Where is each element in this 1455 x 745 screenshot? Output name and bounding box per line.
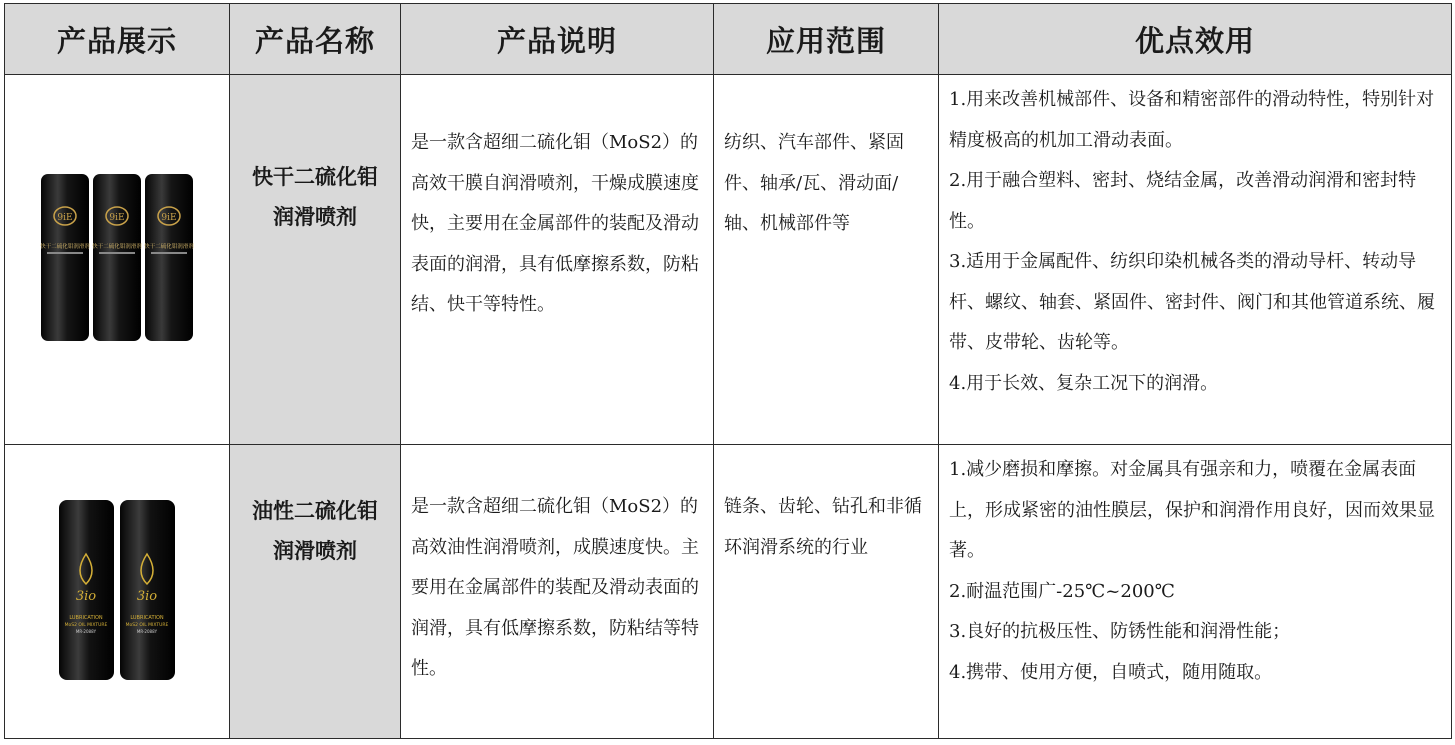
product-description: 是一款含超细二硫化钼（MoS2）的高效干膜自润滑喷剂，干燥成膜速度快，主要用在金属部件的装配及滑动表面的润滑，具有低摩擦系数，防粘结、快干等特性。 <box>411 132 699 315</box>
svg-text:快干二硫化钼润滑剂: 快干二硫化钼润滑剂 <box>40 244 90 250</box>
svg-text:9iE: 9iE <box>109 213 125 223</box>
svg-text:快干二硫化钼润滑剂: 快干二硫化钼润滑剂 <box>144 244 194 250</box>
product-image-cell <box>5 75 230 445</box>
svg-text:MoS2 OIL MIXTURE: MoS2 OIL MIXTURE <box>64 622 107 628</box>
advantage-item: 1.减少磨损和摩擦。对金属具有强亲和力，喷覆在金属表面上，形成紧密的油性膜层，保护和润滑作用良好，因而效果显著。 <box>949 459 1435 561</box>
advantage-item: 4.携带、使用方便，自喷式，随用随取。 <box>949 661 1273 683</box>
svg-text:LUBRICATION: LUBRICATION <box>68 614 103 621</box>
oil-spray-cans-image <box>55 496 180 684</box>
application-text: 纺织、汽车部件、紧固件、轴承/瓦、滑动面/轴、机械部件等 <box>724 132 904 234</box>
svg-text:快干二硫化钼润滑剂: 快干二硫化钼润滑剂 <box>92 244 142 250</box>
header-application: 应用范围 <box>714 4 939 75</box>
advantage-item: 3.良好的抗极压性、防锈性能和润滑性能； <box>949 621 1291 642</box>
can-1 <box>40 174 90 341</box>
dry-spray-cans-image <box>37 170 197 345</box>
can-2 <box>120 500 175 680</box>
product-name-line1: 快干二硫化钼 <box>252 165 378 189</box>
product-description-cell <box>401 75 714 445</box>
table-row <box>5 75 1452 445</box>
header-advantages: 优点效用 <box>939 4 1452 75</box>
advantage-item: 4.用于长效、复杂工况下的润滑。 <box>949 372 1219 394</box>
product-name-cell <box>230 75 401 445</box>
svg-text:9iE: 9iE <box>161 213 177 223</box>
product-table <box>4 3 1452 739</box>
can-3 <box>144 174 194 341</box>
product-image-cell <box>5 445 230 739</box>
advantage-item: 3.适用于金属配件、纺织印染机械各类的滑动导杆、转动导杆、螺纹、轴套、紧固件、密封件、阀门和其他管道系统、履带、皮带轮、齿轮等。 <box>949 251 1435 353</box>
product-description: 是一款含超细二硫化钼（MoS2）的高效油性润滑喷剂，成膜速度快。主要用在金属部件的装配及滑动表面的润滑，具有低摩擦系数，防粘结等特性。 <box>411 496 699 679</box>
product-name-cell <box>230 445 401 739</box>
advantage-item: 1.用来改善机械部件、设备和精密部件的滑动特性，特别针对精度极高的机加工滑动表面。 <box>949 89 1435 151</box>
product-description-cell <box>401 445 714 739</box>
can-1 <box>59 500 114 680</box>
table-row <box>5 445 1452 739</box>
advantage-item: 2.耐温范围广-25℃~200℃ <box>949 580 1175 602</box>
product-name-line1: 油性二硫化钼 <box>252 499 378 523</box>
svg-text:9iE: 9iE <box>57 213 73 223</box>
header-name: 产品名称 <box>230 4 401 75</box>
application-cell <box>714 75 939 445</box>
product-name-line2: 润滑喷剂 <box>273 205 357 229</box>
header-description: 产品说明 <box>401 4 714 75</box>
application-cell <box>714 445 939 739</box>
application-text: 链条、齿轮、钻孔和非循环润滑系统的行业 <box>724 496 922 558</box>
svg-text:3io: 3io <box>136 588 157 604</box>
product-name-line2: 润滑喷剂 <box>273 539 357 563</box>
advantages-cell <box>939 75 1452 445</box>
svg-text:MR-2088Y: MR-2088Y <box>136 628 157 634</box>
svg-text:MR-2088Y: MR-2088Y <box>75 628 96 634</box>
svg-text:MoS2 OIL MIXTURE: MoS2 OIL MIXTURE <box>125 622 168 628</box>
header-display: 产品展示 <box>5 4 230 75</box>
advantage-item: 2.用于融合塑料、密封、烧结金属，改善滑动润滑和密封特性。 <box>949 170 1417 232</box>
svg-text:LUBRICATION: LUBRICATION <box>129 614 164 621</box>
svg-text:3io: 3io <box>75 588 96 604</box>
advantages-cell <box>939 445 1452 739</box>
header-row <box>5 4 1452 75</box>
can-2 <box>92 174 142 341</box>
